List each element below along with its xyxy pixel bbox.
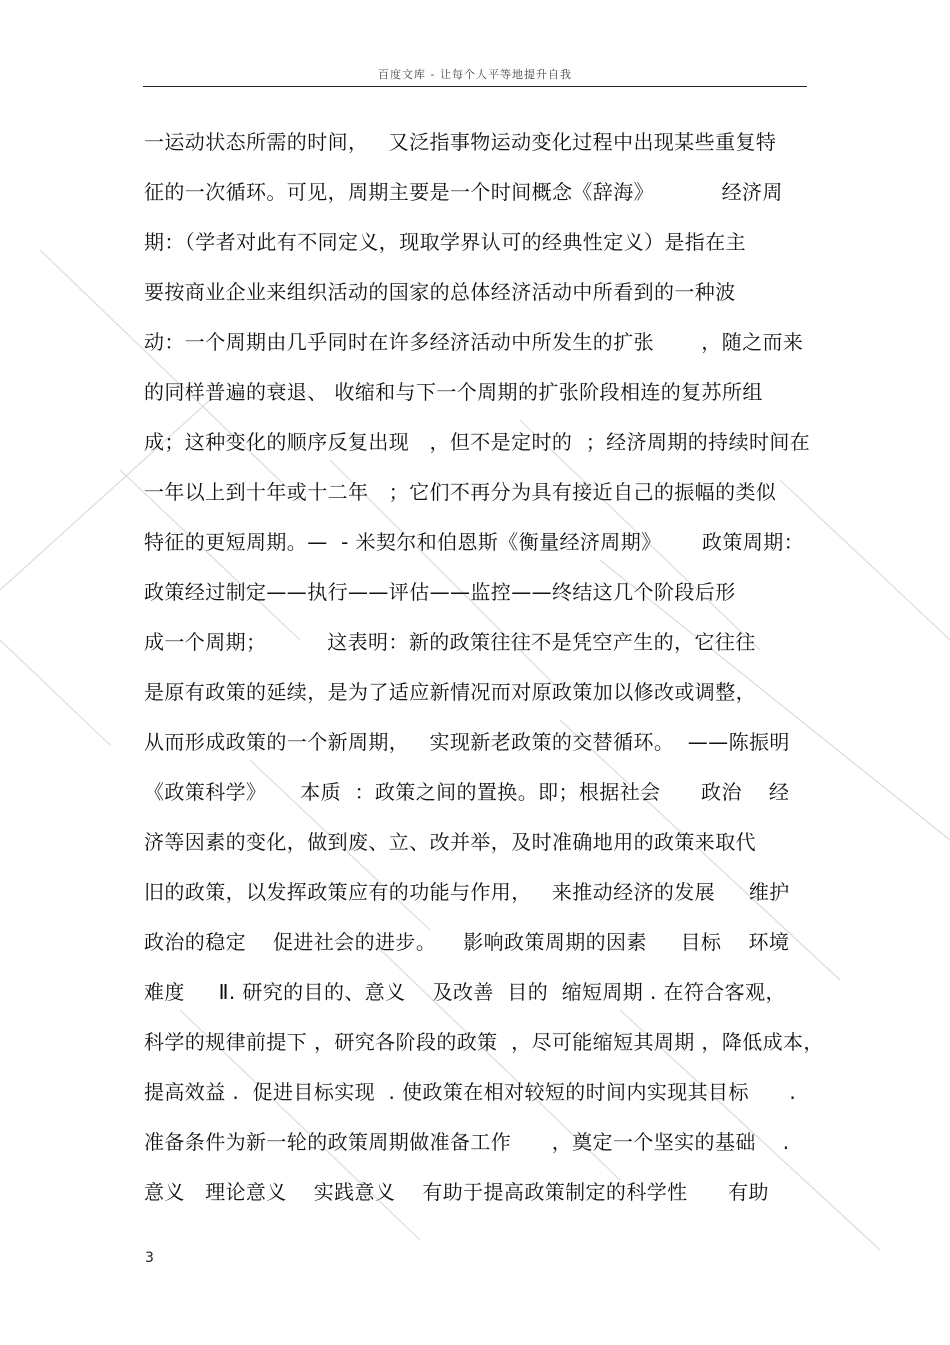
text-line: 成一个周期； 这表明：新的政策往往不是凭空产生的，它往往 [144, 630, 756, 654]
text-line: 从而形成政策的一个新周期， 实现新老政策的交替循环。 ——陈振明 [144, 730, 790, 754]
text-line: 的同样普遍的衰退、 收缩和与下一个周期的扩张阶段相连的复苏所组 [144, 380, 763, 404]
page-number: 3 [145, 1250, 154, 1266]
text-line: 一年以上到十年或十二年 ；它们不再分为具有接近自己的振幅的类似 [144, 480, 777, 504]
text-line: 是原有政策的延续，是为了适应新情况而对原政策加以修改或调整， [144, 680, 756, 704]
text-line: 成；这种变化的顺序反复出现 ，但不是定时的 ；经济周期的持续时间在 [144, 430, 811, 454]
document-body [144, 124, 824, 1224]
text-line: 准备条件为新一轮的政策周期做准备工作 ，奠定一个坚实的基础 . [144, 1130, 790, 1154]
text-line: 科学的规律前提下 ，研究各阶段的政策 ，尽可能缩短其周期 ，降低成本， [144, 1030, 824, 1054]
text-line: 期：（学者对此有不同定义，现取学界认可的经典性定义）是指在主 [144, 230, 746, 254]
text-line: 特征的更短周期。— - 米契尔和伯恩斯《衡量经济周期》 政策周期： [144, 530, 805, 554]
text-line: 征的一次循环。可见，周期主要是一个时间概念《辞海》 经济周 [144, 180, 783, 204]
text-line: 要按商业企业来组织活动的国家的总体经济活动中所看到的一种波 [144, 280, 736, 304]
page-header: 百度文库 - 让每个人平等地提升自我 [378, 68, 572, 81]
text-line: 一运动状态所需的时间， 又泛指事物运动变化过程中出现某些重复特 [144, 130, 777, 154]
text-line: 动：一个周期由几乎同时在许多经济活动中所发生的扩张 ，随之而来 [144, 330, 804, 354]
text-line: 政策经过制定——执行——评估——监控——终结这几个阶段后形 [144, 580, 736, 604]
text-line: 济等因素的变化，做到废、立、改并举，及时准确地用的政策来取代 [144, 830, 756, 854]
text-line: 政治的稳定 促进社会的进步。 影响政策周期的因素 目标 环境 [144, 930, 790, 954]
header-divider [143, 86, 807, 87]
text-line: 旧的政策，以发挥政策应有的功能与作用， 来推动经济的发展 维护 [144, 880, 790, 904]
text-line: 意义 理论意义 实践意义 有助于提高政策制定的科学性 有助 [144, 1180, 769, 1204]
text-line: 难度 Ⅱ. 研究的目的、意义 及改善 目的 缩短周期 . 在符合客观， [144, 980, 786, 1004]
text-line: 提高效益 . 促进目标实现 . 使政策在相对较短的时间内实现其目标 . [144, 1080, 797, 1104]
text-line: 《政策科学》 本质 ：政策之间的置换。即；根据社会 政治 经 [144, 780, 790, 804]
